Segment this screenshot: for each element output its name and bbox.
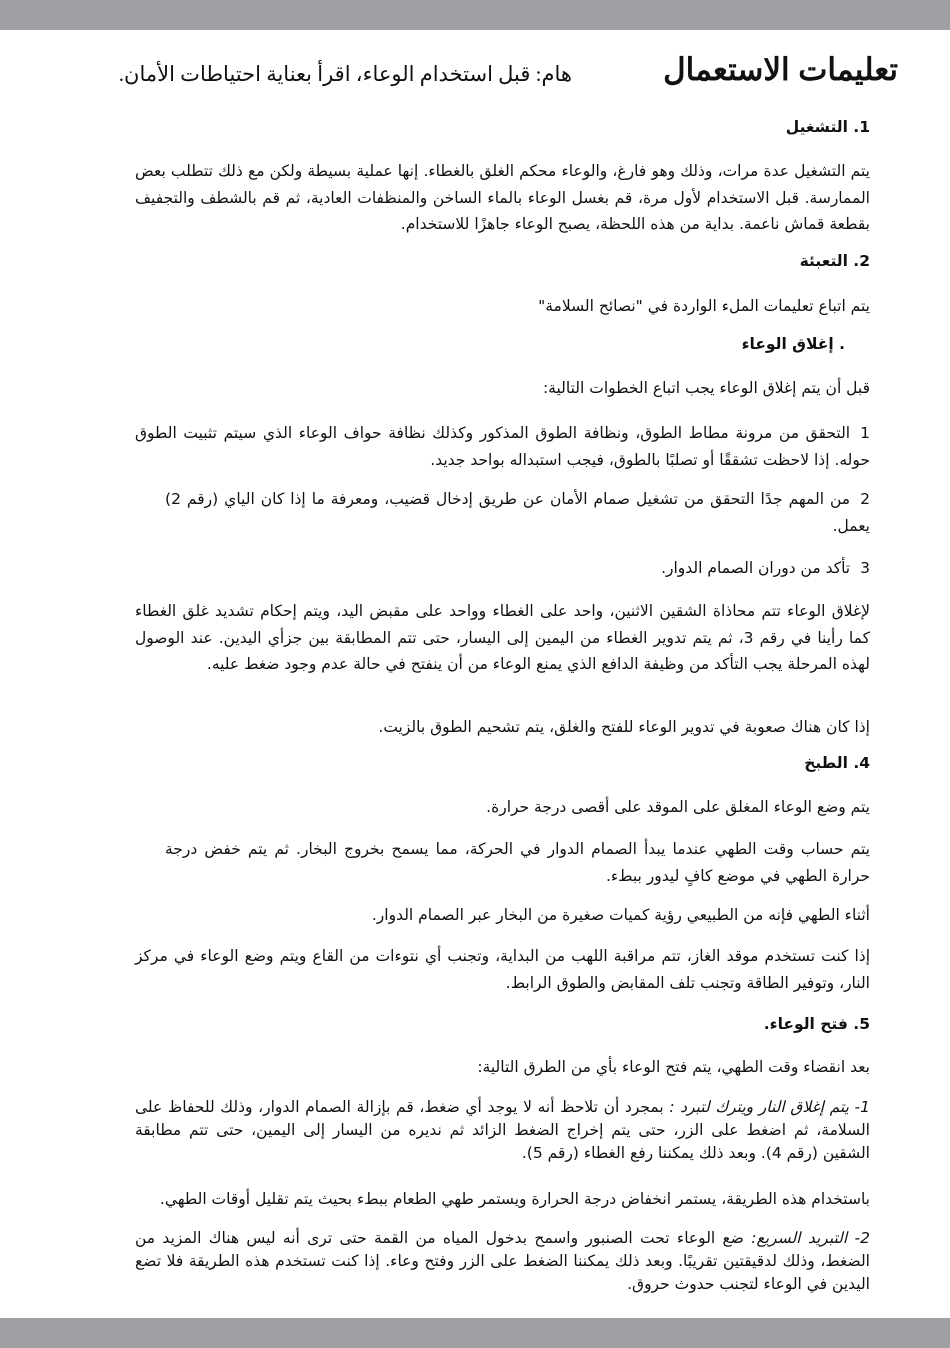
page-title: تعليمات الاستعمال bbox=[663, 52, 898, 87]
section-heading-closing: . إغلاق الوعاء bbox=[741, 335, 845, 353]
section-heading-filling: 2. التعبئة bbox=[799, 252, 870, 270]
closing-step-2 bbox=[165, 486, 870, 539]
filling-paragraph: يتم اتباع تعليمات الملء الواردة في "نصائح السلامة" bbox=[538, 297, 870, 315]
method-label: 1- يتم إغلاق النار ويترك لتبرد : bbox=[669, 1098, 871, 1116]
step-text: تأكد من دوران الصمام الدوار. bbox=[661, 559, 851, 577]
step-number: 3 bbox=[860, 559, 870, 577]
opening-method-2 bbox=[135, 1227, 870, 1296]
closing-paragraph: لإغلاق الوعاء تتم محاذاة الشقين الاثنين، واحد على الغطاء وواحد على مقبض اليد، ويتم إحكام تشديد غلق الغطاء كما رأينا في رقم 3، ثم يتم تدوير الغطاء من اليمين إلى اليسار، حتى تتم المطابقة بين جزأي اليدين. عند الوصول لهذه المرحلة يجب التأكد من وظيفة الدافع الذي يمنع الوعاء من أن ينفتح في حالة عدم وجود ضغط عليه. bbox=[135, 602, 870, 673]
section-heading-cooking: 4. الطبخ bbox=[804, 754, 870, 772]
cooking-paragraph-2: يتم حساب وقت الطهي عندما يبدأ الصمام الدوار في الحركة، مما يسمح بخروج البخار. ثم يتم خفض درجة حرارة الطهي في موضع كافٍ ليدور ببطء. bbox=[165, 840, 870, 885]
step-text: التحقق من مرونة مطاط الطوق، ونظافة الطوق المذكور وكذلك نظافة حواف الوعاء الذي سيتم تثبيت الطوق حوله. إذا لاحظت تشققًا أو تصلبًا بالطوق، فيجب استبداله بواحد جديد. bbox=[135, 424, 870, 469]
top-gray-bar bbox=[0, 0, 950, 30]
cooking-paragraph-4: إذا كنت تستخدم موقد الغاز، تتم مراقبة اللهب من البداية، وتجنب أي نتوءات من القاع ويتم وضع الوعاء في مركز النار، وتوفير الطاقة وتجنب تلف المقابض والطوق الرابط. bbox=[135, 947, 870, 992]
step-text: من المهم جدًا التحقق من تشغيل صمام الأمان عن طريق إدخال قضيب، ومعرفة ما إذا كان الياي (رقم 2) يعمل. bbox=[165, 490, 870, 535]
closing-step-1 bbox=[135, 420, 870, 473]
closing-intro: قبل أن يتم إغلاق الوعاء يجب اتباع الخطوات التالية: bbox=[542, 379, 870, 397]
step-number: 1 bbox=[860, 424, 870, 442]
operation-paragraph: يتم التشغيل عدة مرات، وذلك وهو فارغ، والوعاء محكم الغلق بالغطاء. إنها عملية بسيطة ولكن مع ذلك تتطلب بعض الممارسة. قبل الاستخدام لأول مرة، قم بغسل الوعاء بالماء الساخن والمنظفات العادية، ثم قم بالشطف والتجفيف بقطعة قماش ناعمة. بداية من هذه اللحظة، يصبح الوعاء جاهزًا للاستخدام. bbox=[135, 162, 870, 233]
method-text: ضع الوعاء تحت الصنبور واسمح بدخول المياه من القمة حتى ترى أنه ليس هناك المزيد من الضغط، وذلك لدقيقتين تقريبًا. وبعد ذلك يمكننا الضغط على الزر وفتح وعاء. إذا كنت تستخدم هذه الطريقة فلا تضع اليدين في الوعاء لتجنب حدوث حروق. bbox=[135, 1229, 870, 1293]
opening-paragraph: باستخدام هذه الطريقة، يستمر انخفاض درجة الحرارة ويستمر طهي الطعام ببطء بحيث يتم تقليل أوقات الطهي. bbox=[159, 1190, 870, 1208]
opening-method-1 bbox=[135, 1096, 870, 1165]
section-heading-opening: 5. فتح الوعاء. bbox=[763, 1015, 870, 1033]
safety-notice: هام: قبل استخدام الوعاء، اقرأ بعناية احتياطات الأمان. bbox=[118, 62, 572, 86]
section-heading-operation: 1. التشغيل bbox=[785, 118, 870, 136]
step-number: 2 bbox=[860, 490, 870, 508]
cooking-paragraph-1: يتم وضع الوعاء المغلق على الموقد على أقصى درجة حرارة. bbox=[486, 798, 870, 816]
bottom-gray-bar bbox=[0, 1318, 950, 1348]
cooking-paragraph-3: أثناء الطهي فإنه من الطبيعي رؤية كميات صغيرة من البخار عبر الصمام الدوار. bbox=[371, 906, 870, 924]
method-text: بمجرد أن تلاحظ أنه لا يوجد أي ضغط، قم بإزالة الصمام الدوار، وذلك للحفاظ على السلامة، ثم اضغط على الزر، حتى يتم إخراج الضغط الزائد ثم نديره من اليسار إلى اليمين، حتى تتم مطابقة الشقين (رقم 4). وبعد ذلك يمكننا رفع الغطاء (رقم 5). bbox=[135, 1098, 870, 1162]
document-page bbox=[0, 30, 950, 1318]
closing-lubrication-note: إذا كان هناك صعوبة في تدوير الوعاء للفتح والغلق، يتم تشحيم الطوق بالزيت. bbox=[378, 718, 870, 736]
method-label: 2- التبريد السريع: bbox=[751, 1229, 870, 1247]
opening-intro: بعد انقضاء وقت الطهي، يتم فتح الوعاء بأي من الطرق التالية: bbox=[477, 1058, 870, 1076]
closing-step-3 bbox=[135, 555, 870, 582]
